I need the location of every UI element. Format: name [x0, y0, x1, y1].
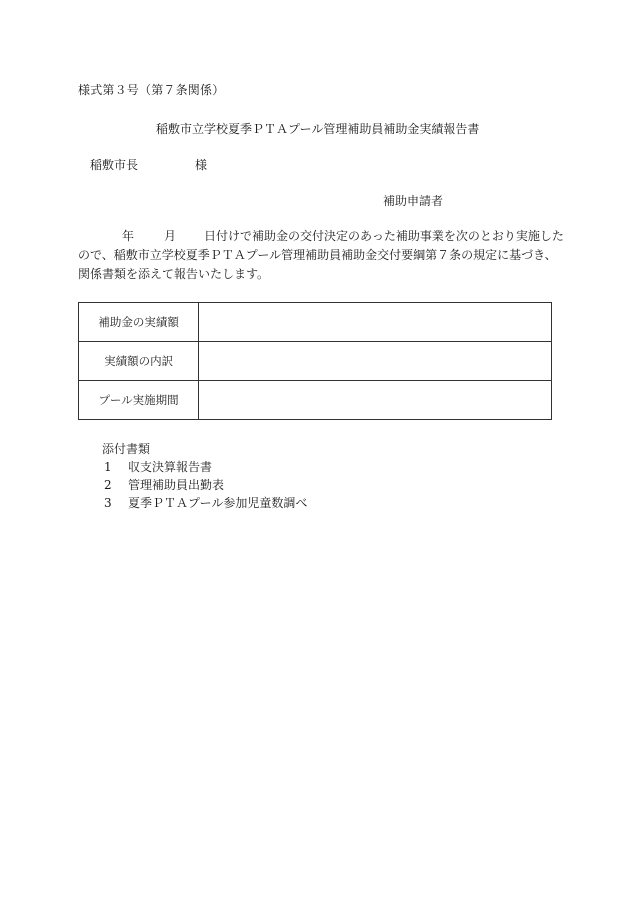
- table-row: [79, 342, 552, 381]
- attachments-heading: 添付書類: [102, 442, 151, 456]
- row-label-actual-amount: 補助金の実績額: [79, 303, 199, 342]
- body-line-1: [78, 227, 564, 246]
- body-line-2: ので、稲敷市立学校夏季ＰＴＡプール管理補助員補助金交付要綱第７条の規定に基づき、: [78, 248, 557, 262]
- addressee: [90, 156, 208, 173]
- document-title: 稲敷市立学校夏季ＰＴＡプール管理補助員補助金実績報告書: [156, 122, 480, 136]
- row-value-breakdown[interactable]: [199, 342, 552, 381]
- year-label: 年: [122, 229, 135, 243]
- report-table: [78, 302, 552, 420]
- attachment-number: 1: [104, 460, 112, 474]
- table-row: [79, 303, 552, 342]
- list-item: [102, 494, 307, 512]
- attachment-text: 管理補助員出勤表: [128, 478, 225, 492]
- attachment-text: 夏季ＰＴＡプール参加児童数調べ: [128, 496, 308, 510]
- attachment-number: 3: [104, 496, 112, 510]
- table-row: [79, 381, 552, 420]
- body-line-1-text: 日付けで補助金の交付決定のあった補助事業を次のとおり実施した: [204, 229, 564, 243]
- month-label: 月: [164, 229, 177, 243]
- list-item: [102, 476, 307, 494]
- row-label-breakdown: 実績額の内訳: [79, 342, 199, 381]
- addressee-name: 稲敷市長: [90, 158, 139, 172]
- body-line-3: 関係書類を添えて報告いたします。: [78, 267, 270, 281]
- attachment-text: 収支決算報告書: [128, 460, 213, 474]
- list-item: [102, 458, 307, 476]
- form-number: 様式第３号（第７条関係）: [78, 83, 225, 97]
- addressee-honorific: 様: [195, 158, 208, 172]
- row-value-pool-period[interactable]: [199, 381, 552, 420]
- report-body: [78, 227, 564, 284]
- row-label-pool-period: プール実施期間: [79, 381, 199, 420]
- attachments-section: [102, 440, 307, 512]
- row-value-actual-amount[interactable]: [199, 303, 552, 342]
- attachment-number: 2: [104, 478, 112, 492]
- applicant-label: 補助申請者: [383, 194, 444, 208]
